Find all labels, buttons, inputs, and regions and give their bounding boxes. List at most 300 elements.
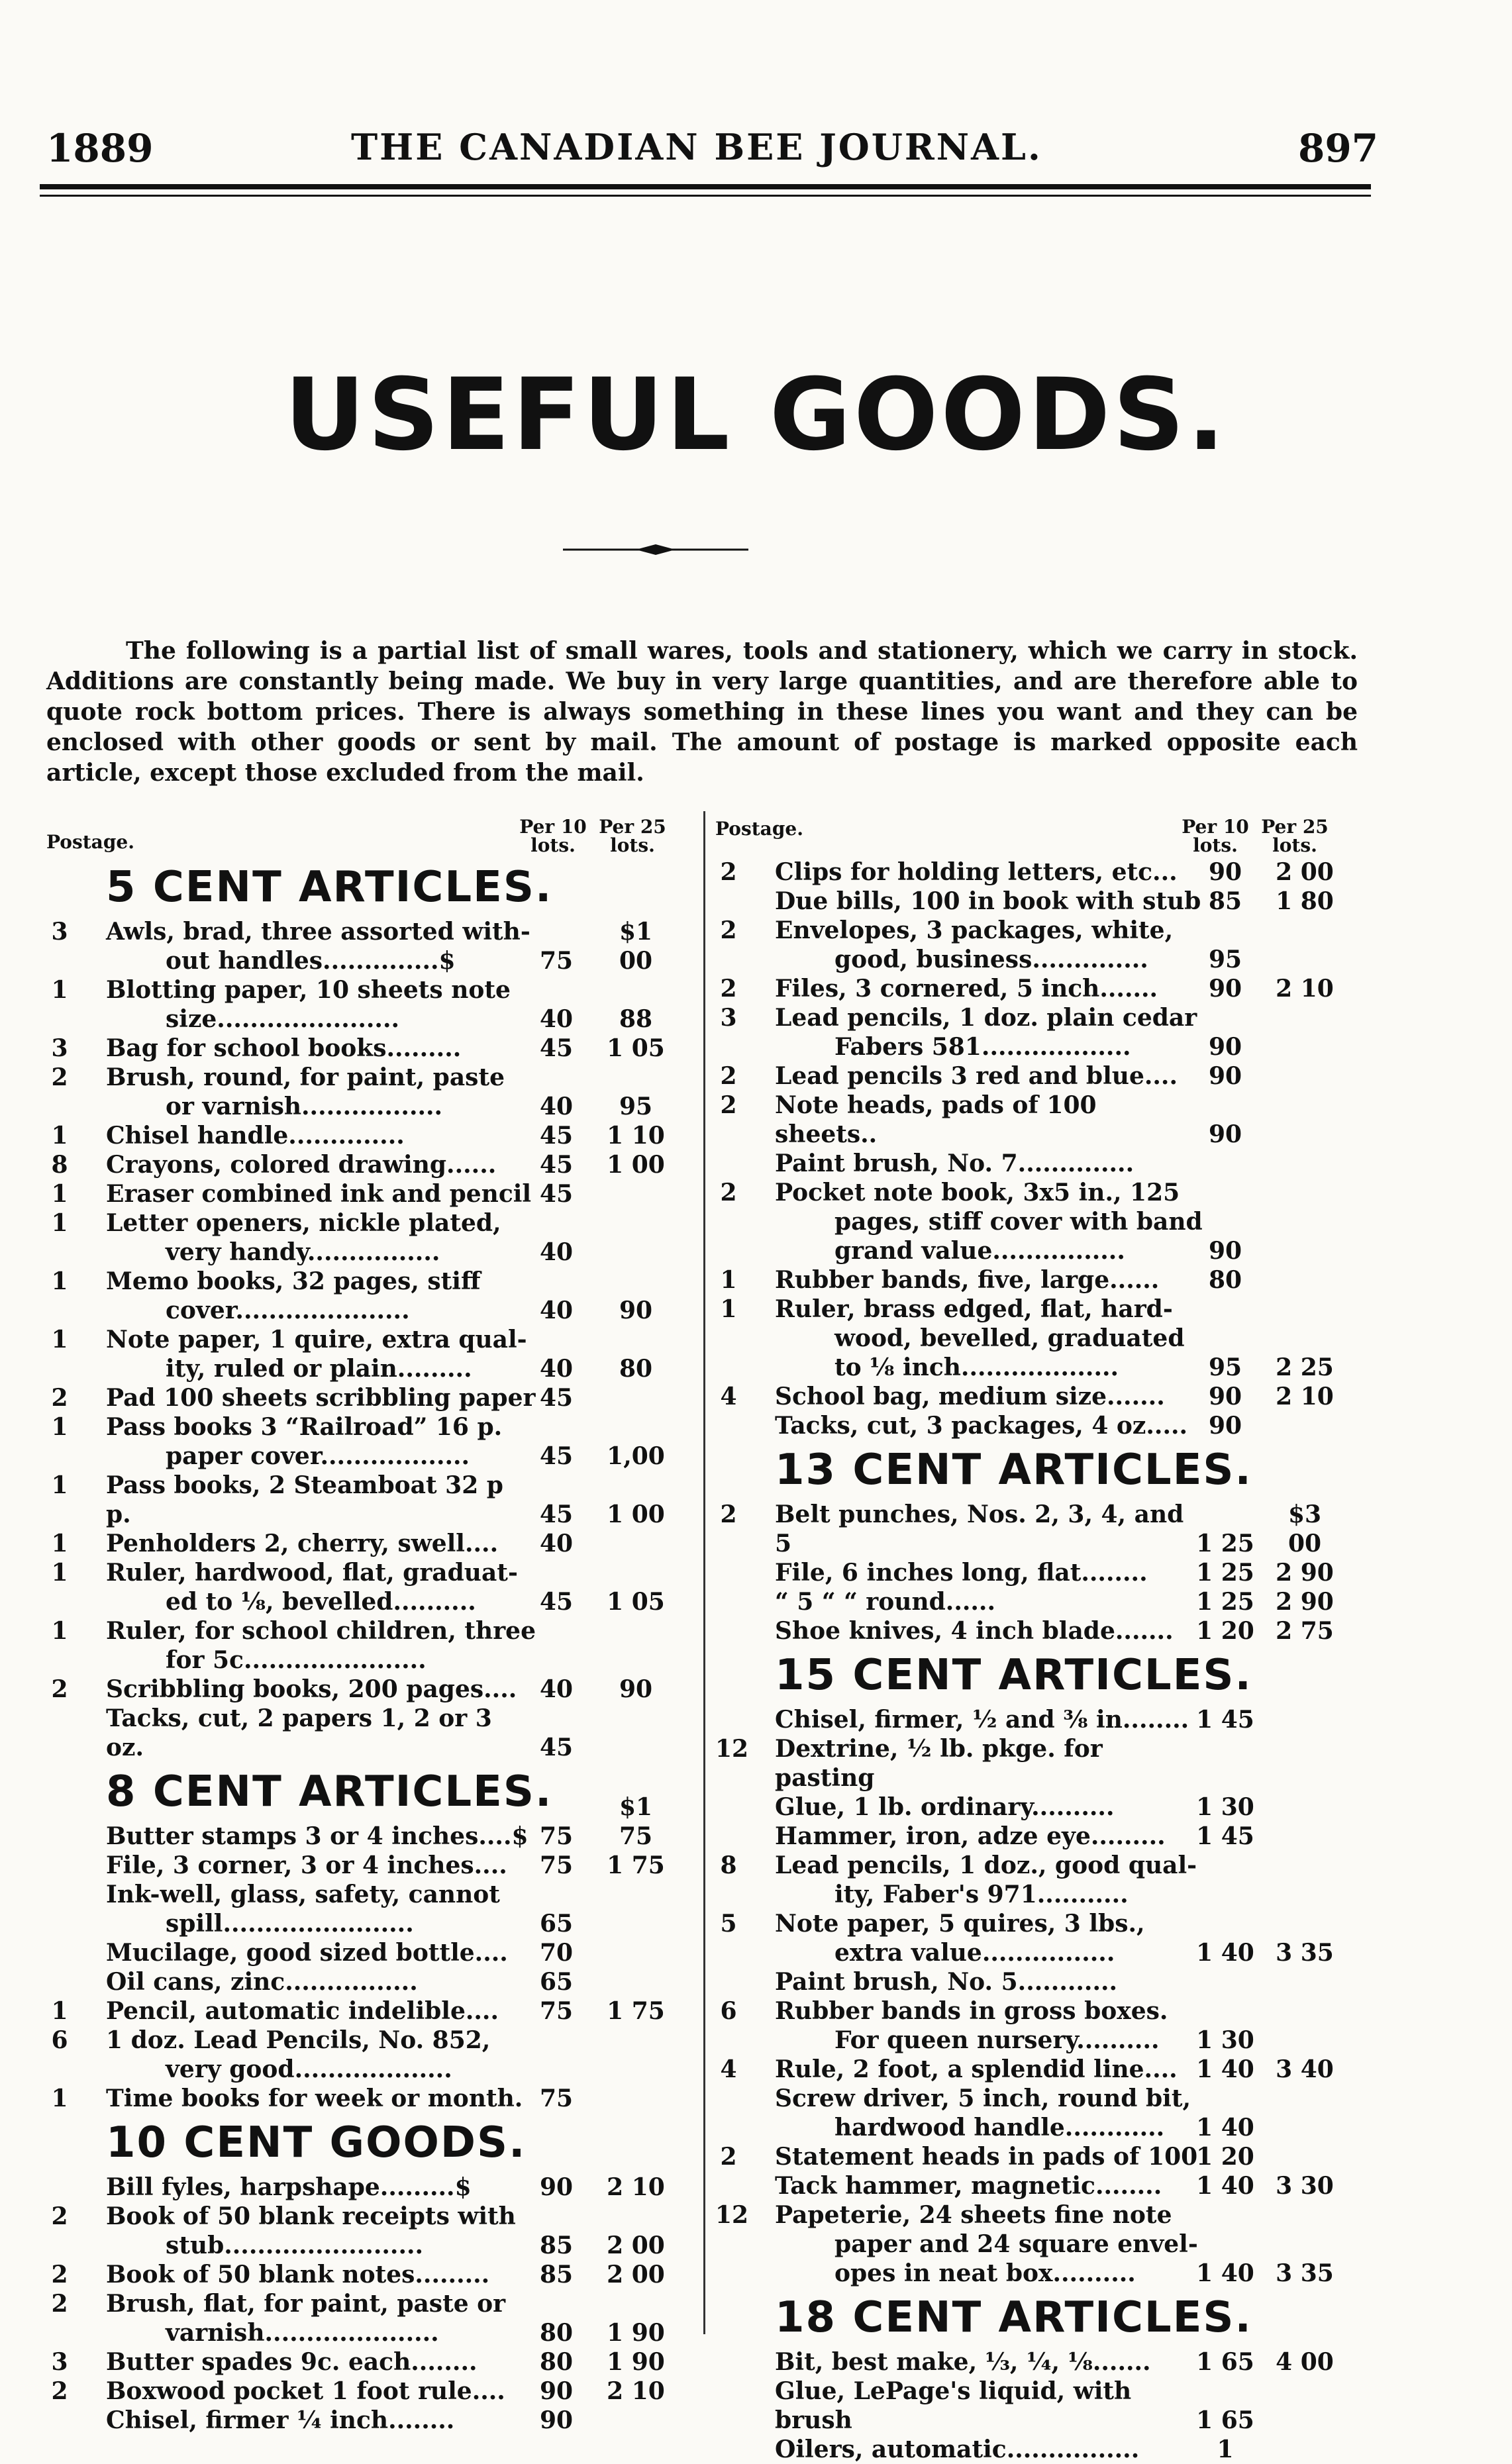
item-postage: 6 [51,2026,68,2054]
item-price-per25: $1 75 [619,1793,653,1850]
item-postage: 1 [51,2085,68,2112]
item-description [106,2347,536,2377]
item-price-per10: 95 [1208,1354,1242,1381]
item-description-line: Tack hammer, magnetic........ [775,2172,1162,2200]
item-price-per10: 40 [539,1005,574,1033]
item-description-line: spill....................... [166,1910,414,1938]
item-description-line: Ruler, hardwood, flat, graduat- [106,1559,518,1587]
item-description-line: Oilers, automatic................ [775,2436,1140,2463]
item-row [46,2377,702,2406]
item-price-per25: 2 00 [1276,858,1334,886]
item-row [715,2171,1371,2200]
item-description-line: paper cover.................. [166,1442,470,1470]
item-description-line: Ink-well, glass, safety, cannot [106,1881,500,1908]
item-postage: 2 [720,1062,737,1090]
item-row [715,1734,1371,1793]
item-price-per25: 90 [619,1675,653,1703]
item-row [715,1587,1371,1616]
item-postage: 5 [720,1910,737,1938]
item-price-per25: 2 25 [1276,1354,1334,1381]
item-postage: 1 [720,1295,737,1323]
item-postage: 12 [715,2201,749,2229]
item-price-per10: 1 20 [1196,2143,1254,2171]
postage-header: Postage. [715,818,803,840]
item-price-per10: 90 [1208,975,1242,1003]
item-postage: 2 [720,975,737,1003]
item-description [775,1793,1205,1822]
item-price-per25: 1 05 [607,1588,665,1616]
item-description [106,1063,536,1121]
item-description [775,1967,1205,1996]
item-price-per10: 90 [539,2173,574,2201]
item-row [715,2435,1371,2464]
item-row [46,1471,702,1529]
item-postage: 2 [51,2261,68,2289]
item-price-per10: 1 40 [1196,2172,1254,2200]
item-price-per10: 45 [539,1588,574,1616]
item-row [46,2084,702,2113]
item-description [106,1675,536,1704]
item-postage: 1 [51,976,68,1004]
item-description [106,1851,536,1880]
item-description-line: Pencil, automatic indelible.... [106,1997,499,2025]
item-row [715,2084,1371,2142]
item-description [775,1996,1205,2055]
item-description-line: Glue, 1 lb. ordinary.......... [775,1793,1115,1821]
per10-header: Per 10 lots. [519,816,587,856]
item-postage: 1 [51,1209,68,1237]
item-description-line: Boxwood pocket 1 foot rule.... [106,2377,505,2405]
per25-header: Per 25 lots. [599,816,666,856]
header-rule-thick [40,184,1371,189]
item-description-line: Butter stamps 3 or 4 inches....$ [106,1822,529,1850]
item-description-line: Note heads, pads of 100 sheets.. [775,1091,1097,1148]
item-description-line: Glue, LePage's liquid, with brush [775,2377,1132,2434]
item-row [715,858,1371,887]
item-description [106,2260,536,2289]
item-postage: 1 [51,1997,68,2025]
item-postage: 1 [51,1530,68,1557]
item-description [106,1121,536,1150]
item-row [715,974,1371,1003]
item-row [715,2055,1371,2084]
item-price-per10: 90 [1208,1120,1242,1148]
item-price-per10: 75 [539,1997,574,2025]
item-price-per10: 1 65 [1196,2348,1254,2376]
item-description-line: cover..................... [166,1297,410,1324]
item-description [775,858,1205,887]
item-price-per10: 45 [539,1734,574,1761]
item-description-line: Butter spades 9c. each........ [106,2348,478,2376]
item-price-per10: 40 [539,1675,574,1703]
item-price-per10: 90 [539,2377,574,2405]
item-row [715,1411,1371,1440]
item-row [46,1793,702,1851]
item-description-line: Note paper, 1 quire, extra qual- [106,1326,527,1354]
item-price-per10: 1 40 [1196,1939,1254,1967]
item-row [715,1705,1371,1734]
item-description-line: “ 5 “ “ round...... [775,1588,995,1616]
item-description [106,917,536,975]
column-header [715,811,1371,858]
item-row [715,1996,1371,2055]
item-row [46,1208,702,1267]
item-row [715,916,1371,974]
item-price-per10: 70 [539,1939,574,1967]
journal-title: THE CANADIAN BEE JOURNAL. [351,126,1042,168]
item-price-per10: 40 [539,1355,574,1383]
item-price-per10: 1 45 [1196,1822,1254,1850]
item-price-per25: 1 10 [607,1122,665,1150]
item-description [775,1558,1205,1587]
item-description-line: Awls, brad, three assorted with- [106,918,530,946]
item-description-line: Chisel, firmer, ½ and ⅜ in........ [775,1706,1189,1734]
item-description-line: File, 6 inches long, flat........ [775,1559,1148,1587]
item-row [715,1558,1371,1587]
item-row [715,1967,1371,1996]
item-price-per10: 80 [539,2348,574,2376]
item-description-line: Memo books, 32 pages, stiff [106,1267,481,1295]
item-description-line: very handy................ [166,1238,440,1266]
item-description-line: Blotting paper, 10 sheets note [106,976,511,1004]
item-price-per10: 80 [1208,1266,1242,1294]
item-description [106,1034,536,1063]
item-description [106,2026,536,2084]
item-description-line: stub........................ [166,2232,424,2259]
item-description [775,2377,1205,2435]
page-title: USEFUL GOODS. [284,358,1228,473]
item-description [106,2173,536,2202]
intro-text: The following is a partial list of small wares, tools and stationery, which we carry in stock. Additions are constantly being made. We buy in very large quantities, and are therefore able to quote rock bottom prices. There is always something in these lines you want and they can be enclosed with other goods or sent by mail. The amount of postage is marked opposite each article, except those excluded from the mail. [46,637,1358,787]
item-row [46,1675,702,1704]
item-postage: 3 [51,918,68,946]
item-row [715,1149,1371,1178]
item-description [775,1822,1205,1851]
item-postage: 2 [720,1501,737,1528]
item-description-line: Lead pencils, 1 doz., good qual- [775,1851,1197,1879]
item-row [46,2026,702,2084]
item-description-line: Book of 50 blank notes......... [106,2261,490,2289]
left-column [46,811,702,2435]
item-price-per10: 90 [1208,1033,1242,1061]
item-row [46,2289,702,2347]
item-description-line: Clips for holding letters, etc... [775,858,1178,886]
item-description-line: Paint brush, No. 7.............. [775,1150,1134,1177]
item-row [46,2202,702,2260]
item-description [775,1061,1205,1091]
item-postage: 3 [51,1034,68,1062]
item-price-per10: 45 [539,1384,574,1412]
item-row [46,1996,702,2026]
item-description [106,2084,536,2113]
item-description-line: extra value................ [834,1939,1115,1967]
item-description-line: Files, 3 cornered, 5 inch....... [775,975,1158,1003]
item-description-line: Papeterie, 24 sheets fine note [775,2201,1172,2229]
item-description-line: Tacks, cut, 3 packages, 4 oz..... [775,1412,1188,1440]
item-price-per25: 2 10 [1276,975,1334,1003]
item-description [106,1880,536,1938]
item-price-per10: 95 [1208,946,1242,973]
item-postage: 2 [51,1675,68,1703]
item-price-per10: 45 [539,1034,574,1062]
item-price-per10: 45 [539,1180,574,1208]
item-row [46,1558,702,1616]
item-description [775,1705,1205,1734]
item-description-line: hardwood handle............ [834,2114,1165,2142]
item-row [46,1383,702,1412]
item-description [106,1150,536,1179]
item-row [46,1267,702,1325]
item-price-per25: 95 [619,1093,653,1120]
item-description [106,1967,536,1996]
item-description [775,2347,1205,2377]
item-price-per10: 1 40 [1196,2259,1254,2287]
item-description-line: Paint brush, No. 5............ [775,1968,1118,1996]
item-postage: 2 [720,1179,737,1207]
item-description-line: Bit, best make, ⅓, ¼, ⅛....... [775,2348,1151,2376]
item-price-per25: 2 00 [607,2261,665,2289]
item-description-line: Belt punches, Nos. 2, 3, 4, and 5 [775,1501,1184,1557]
item-price-per10: 45 [539,1151,574,1179]
item-description-line: Letter openers, nickle plated, [106,1209,501,1237]
item-row [46,1851,702,1880]
item-description [106,975,536,1034]
item-price-per10: 1 30 [1196,1793,1254,1821]
item-description-line: Scribbling books, 200 pages.... [106,1675,517,1703]
item-postage: 2 [51,2377,68,2405]
item-description-line: 1 doz. Lead Pencils, No. 852, [106,2026,491,2054]
item-price-per10: 85 [539,2261,574,2289]
section-heading: 18 CENT ARTICLES. [775,2293,1252,2342]
item-price-per25: 1 90 [607,2348,665,2376]
section-heading: 8 CENT ARTICLES. [106,1767,553,1816]
item-row [46,917,702,975]
item-description [775,2200,1205,2288]
item-description [106,1616,536,1675]
item-price-per10: 1 30 [1196,2026,1254,2054]
item-description-line: Tacks, cut, 2 papers 1, 2 or 3 oz. [106,1704,492,1761]
item-postage: 8 [720,1851,737,1879]
item-postage: 1 [51,1267,68,1295]
item-description [106,1383,536,1412]
item-description-line: Eraser combined ink and pencil [106,1180,532,1208]
item-description-line: Ruler, for school children, three [106,1617,536,1645]
item-price-per25: 90 [619,1297,653,1324]
item-price-per25: 3 35 [1276,2259,1334,2287]
item-postage: 1 [720,1266,737,1294]
section-heading: 10 CENT GOODS. [106,2118,527,2167]
item-price-per10: 75 [539,947,574,975]
item-description-line: or varnish................. [166,1093,443,1120]
item-description-line: grand value................ [834,1237,1125,1265]
item-description-line: Statement heads in pads of 100 [775,2143,1198,2171]
item-price-per10: 45 [539,1501,574,1528]
item-description [775,1851,1205,1909]
item-row [715,2347,1371,2377]
item-row [715,1851,1371,1909]
item-description [775,2142,1205,2171]
page-header [40,119,1379,179]
item-description [106,1325,536,1383]
item-price-per10: 90 [1208,1237,1242,1265]
item-postage: 12 [715,1735,749,1763]
item-price-per25: 2 90 [1276,1559,1334,1587]
item-row [46,1704,702,1762]
item-description-line: Brush, flat, for paint, paste or [106,2290,506,2318]
item-row [715,1616,1371,1646]
item-description-line: for 5c...................... [166,1646,427,1674]
item-row [46,1529,702,1558]
item-description [106,1267,536,1325]
item-price-per10: 1 40 [1196,2114,1254,2142]
item-description [106,1529,536,1558]
item-row [46,975,702,1034]
item-row [715,2200,1371,2288]
item-description [775,1178,1205,1265]
item-row [715,1265,1371,1295]
item-row [46,1880,702,1938]
item-row [715,887,1371,916]
item-description-line: Brush, round, for paint, paste [106,1063,505,1091]
item-price-per10: 90 [1208,1383,1242,1410]
column-divider [703,811,705,2334]
item-description-line: ity, ruled or plain......... [166,1355,472,1383]
item-description [106,2406,536,2435]
item-description-line: Pass books 3 “Railroad” 16 p. [106,1413,503,1441]
item-row [715,1003,1371,1061]
item-postage: 2 [51,2290,68,2318]
item-description [775,1295,1205,1382]
item-row [715,2142,1371,2171]
item-row [715,1822,1371,1851]
item-price-per25: $1 00 [619,918,653,975]
item-description-line: Lead pencils, 1 doz. plain cedar [775,1004,1197,1032]
item-postage: 1 [51,1617,68,1645]
item-price-per25: 1 05 [607,1034,665,1062]
item-description-line: pages, stiff cover with band [834,1208,1203,1236]
item-row [715,1382,1371,1411]
item-description [775,2171,1205,2200]
item-description-line: Pass books, 2 Steamboat 32 p p. [106,1471,503,1528]
item-price-per25: 1 75 [607,1997,665,2025]
item-description [775,1265,1205,1295]
item-row [715,1178,1371,1265]
item-row [715,1061,1371,1091]
item-description [106,1704,536,1762]
item-price-per25: 2 00 [607,2232,665,2259]
item-description-line: Rubber bands, five, large...... [775,1266,1160,1294]
item-row [46,1325,702,1383]
item-description-line: Pad 100 sheets scribbling paper [106,1384,536,1412]
item-price-per25: 2 10 [607,2173,665,2201]
item-description [106,2289,536,2347]
item-price-per10: 40 [539,1093,574,1120]
item-description-line: Pocket note book, 3x5 in., 125 [775,1179,1180,1207]
item-row [46,2173,702,2202]
item-postage: 4 [720,2055,737,2083]
item-description-line: Hammer, iron, adze eye......... [775,1822,1166,1850]
item-description-line: out handles..............$ [166,947,456,975]
item-postage: 4 [720,1383,737,1410]
item-price-per10: 85 [1208,887,1242,915]
item-postage: 1 [51,1180,68,1208]
item-description-line: Book of 50 blank receipts with [106,2202,516,2230]
item-row [715,1295,1371,1382]
item-description-line: Penholders 2, cherry, swell.... [106,1530,499,1557]
item-row [715,1500,1371,1558]
item-description-line: Envelopes, 3 packages, white, [775,916,1174,944]
item-description [106,2377,536,2406]
item-description-line: Chisel, firmer ¼ inch........ [106,2406,455,2434]
item-price-per10: 80 [539,2319,574,2347]
header-year: 1889 [46,126,154,171]
item-price-per25: 2 75 [1276,1617,1334,1645]
item-row [46,1034,702,1063]
item-description [775,2055,1205,2084]
postage-header: Postage. [46,831,134,853]
item-price-per10: 65 [539,1910,574,1938]
item-description-line: Chisel handle.............. [106,1122,405,1150]
item-postage: 6 [720,1997,737,2025]
item-price-per10: 75 [539,2085,574,2112]
item-row [46,1938,702,1967]
item-price-per10: 90 [1208,858,1242,886]
item-description-line: Oil cans, zinc................ [106,1968,418,1996]
item-price-per10: 75 [539,1851,574,1879]
item-price-per10: 1 25 [1196,1559,1254,1587]
item-postage: 1 [51,1471,68,1499]
item-price-per25: $3 00 [1287,1501,1322,1557]
item-price-per10: 45 [539,1122,574,1150]
item-postage: 1 [51,1413,68,1441]
item-description-line: For queen nursery.......... [834,2026,1160,2054]
per25-header: Per 25 lots. [1261,816,1329,856]
item-row [46,1063,702,1121]
item-price-per10: 1 65 [1196,2406,1254,2434]
item-description-line: Shoe knives, 4 inch blade....... [775,1617,1174,1645]
item-price-per25: 2 10 [607,2377,665,2405]
item-description-line: ity, Faber's 971........... [834,1881,1129,1908]
item-postage: 1 [51,1122,68,1150]
per10-header: Per 10 lots. [1182,816,1249,856]
item-description-line: Fabers 581.................. [834,1033,1131,1061]
item-description-line: Ruler, brass edged, flat, hard- [775,1295,1173,1323]
item-description [106,2202,536,2260]
item-price-per10: 40 [539,1297,574,1324]
item-description-line: size...................... [166,1005,400,1033]
item-row [715,2377,1371,2435]
item-row [46,2260,702,2289]
item-description-line: Rubber bands in gross boxes. [775,1997,1168,2025]
section-heading: 13 CENT ARTICLES. [775,1446,1252,1495]
item-row [46,1179,702,1208]
item-description-line: School bag, medium size....... [775,1383,1165,1410]
item-postage: 2 [720,858,737,886]
intro-paragraph [46,636,1358,788]
item-postage: 2 [51,2202,68,2230]
header-rule-thin [40,195,1371,197]
item-description-line: Crayons, colored drawing...... [106,1151,497,1179]
item-price-per10: 90 [539,2406,574,2434]
item-description-line: Bill fyles, harpshape.........$ [106,2173,472,2201]
item-description [106,1938,536,1967]
item-row [46,1412,702,1471]
item-price-per10: 40 [539,1530,574,1557]
item-row [715,1793,1371,1822]
item-description [106,1412,536,1471]
item-description [775,1003,1205,1061]
item-postage: 1 [51,1326,68,1354]
